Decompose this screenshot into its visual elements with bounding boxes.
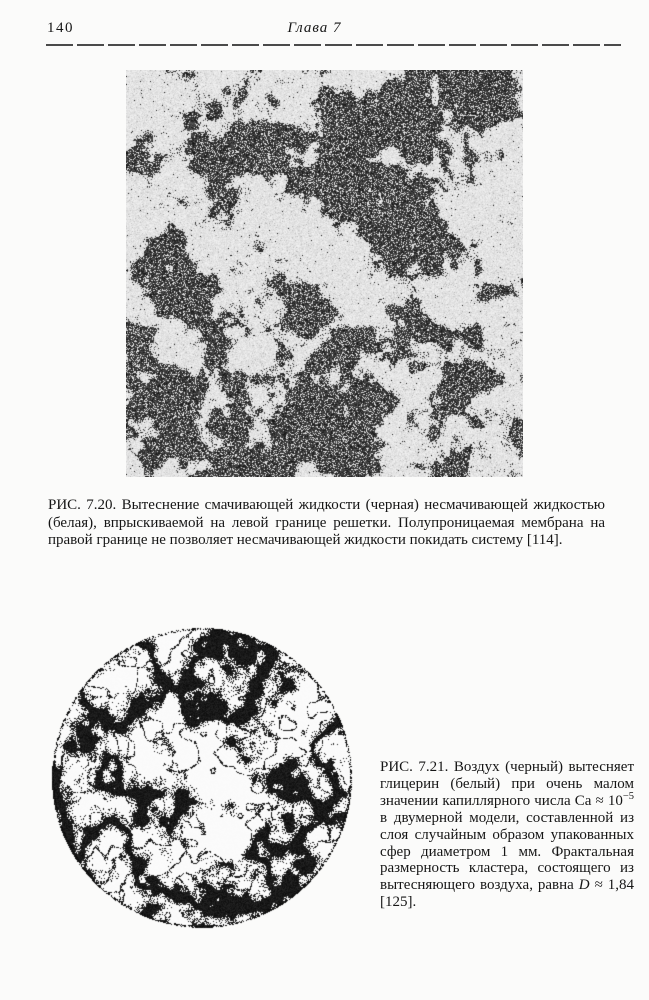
- figure-7-21-caption: [380, 759, 634, 911]
- page-number: 140: [47, 20, 74, 36]
- figure-7-21-caption-part3: ≈ 1,84 [125].: [380, 877, 635, 911]
- figure-7-20-caption-text: РИС. 7.20. Вытеснение смачивающей жидкости (черная) несмачивающей жидкостью (белая), впрыскиваемой на левой границе решетки. Полупроницаемая мембрана на правой границе не позволяет несмачивающей жидкости покидать систему [114].: [48, 497, 605, 549]
- figure-7-20-image: [126, 70, 523, 477]
- fractal-dimension-symbol: D: [578, 877, 590, 894]
- figure-7-21-caption-part2: в двумерной модели, составленной из слоя случайным образом упакованных сфер диаметром 1 мм. Фрактальная размерность кластера, состоящего из вытесняющего воздуха, равна: [380, 809, 634, 894]
- figure-7-21-caption-part1: РИС. 7.21. Воздух (черный) вытесняет глицерин (белый) при очень малом значении капиллярного числа Ca ≈ 10: [380, 759, 634, 809]
- header-rule: [46, 44, 621, 46]
- capillary-number-exponent: −5: [622, 790, 634, 802]
- figure-7-20-caption: [48, 497, 605, 550]
- chapter-header: Глава 7: [287, 20, 342, 36]
- figure-7-21-image: [50, 626, 354, 930]
